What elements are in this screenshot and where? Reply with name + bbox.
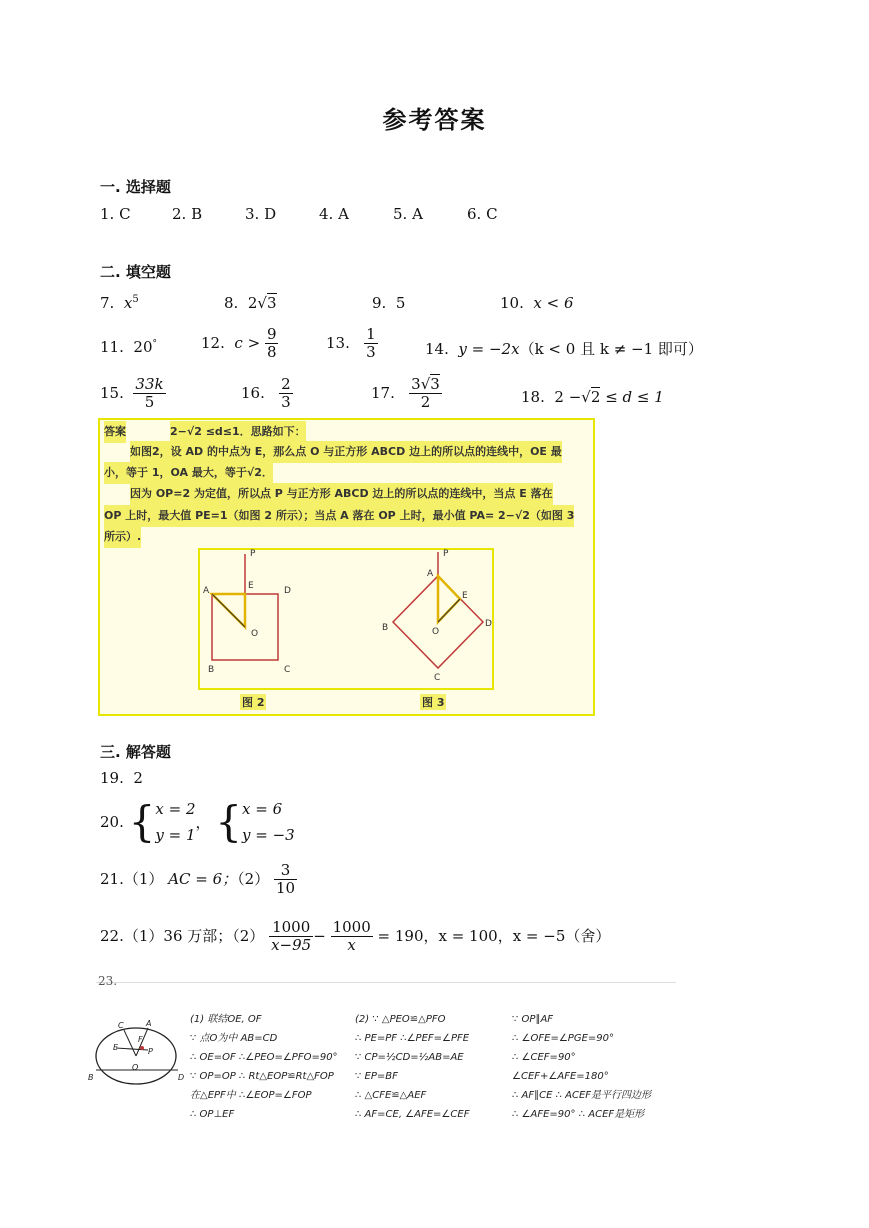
answer-3: 3. D bbox=[245, 205, 277, 223]
section-heading-fill: 二. 填空题 bbox=[100, 263, 171, 281]
fig3-label-D: D bbox=[485, 619, 492, 629]
fig3-label-A: A bbox=[427, 569, 434, 579]
answer-14: 14. y = −2x（k < 0 且 k ≠ −1 即可） bbox=[425, 340, 703, 358]
figure-2-caption: 图 2 bbox=[242, 696, 265, 709]
answer-12: 12. c > $\frac{9}{8}$ bbox=[201, 325, 277, 362]
q23-label-E: E bbox=[113, 1043, 119, 1052]
section-heading-solve: 三. 解答题 bbox=[100, 743, 171, 761]
answer-4: 4. A bbox=[319, 205, 349, 223]
fig2-label-B: B bbox=[208, 665, 215, 675]
explanation-figures bbox=[198, 548, 492, 688]
answer-15: 15. $\frac{33k}{5}$ bbox=[100, 375, 164, 412]
handwriting-column-3: ∵ OP∥AF ∴ ∠OFE=∠PGE=90° ∴ ∠CEF=90° ∠CEF+∠AFE=180° ∴ AF∥CE ∴ ACEF是平行四边形 ∴ ∠AFE=90° ∴ ACEF是矩形 bbox=[512, 1014, 652, 1120]
explanation-line-5: OP 上时，最大值 PE=1（如图 2 所示）；当点 A 落在 OP 上时，最小值 PA= 2−√2（如图 3 bbox=[104, 505, 574, 527]
figure-2 bbox=[203, 549, 291, 675]
fig2-label-D: D bbox=[284, 586, 291, 596]
q23-circle-diagram bbox=[86, 1018, 186, 1086]
answer-7: 7. $x^5$ bbox=[100, 294, 139, 312]
fig3-label-C: C bbox=[434, 673, 441, 683]
answer-22: 22.（1）36 万部；（2） $\frac{1000}{x-95}$ − $\frac{1000}{x}$ = 190，x = 100，x = −5（舍） bbox=[100, 918, 611, 955]
answer-1: 1. C bbox=[100, 205, 131, 223]
section-heading-choice: 一. 选择题 bbox=[100, 178, 171, 196]
q23-label-O: O bbox=[132, 1063, 139, 1072]
answer-5: 5. A bbox=[393, 205, 423, 223]
answer-13: 13. $\frac{1}{3}$ bbox=[326, 325, 376, 362]
explanation-line-4: 因为 OP=2 为定值，所以点 P 与正方形 ABCD 边上的所以点的连线中，当点 E 落在 bbox=[130, 483, 553, 505]
explanation-line-1: 2−√2 ≤d≤1．思路如下： bbox=[170, 421, 306, 443]
fig3-label-P: P bbox=[443, 549, 449, 559]
page-title: 参考答案 bbox=[382, 106, 487, 134]
explanation-line-6: 所示）. bbox=[104, 526, 141, 548]
fig2-label-E: E bbox=[248, 581, 254, 591]
explanation-line-3: 小，等于 1，OA 最大，等于√2． bbox=[104, 462, 273, 484]
fig3-label-E: E bbox=[462, 591, 468, 601]
answer-17: 17. $\frac{3√3}{2}$ bbox=[371, 375, 440, 412]
figure-3 bbox=[382, 549, 492, 683]
answer-16: 16. $\frac{2}{3}$ bbox=[241, 375, 291, 412]
question-23-number: 23. bbox=[98, 974, 118, 988]
q23-label-A: A bbox=[146, 1019, 152, 1028]
figure-3-caption: 图 3 bbox=[422, 696, 445, 709]
fig3-label-O: O bbox=[432, 627, 440, 637]
answer-6: 6. C bbox=[467, 205, 498, 223]
answer-11: 11. 20° bbox=[100, 338, 157, 356]
handwriting-column-2: (2) ∵ △PEO≌△PFO ∴ PE=PF ∴∠PEF=∠PFE ∵ CP=½CD=½AB=AE ∵ EP=BF ∴ △CFE≌△AEF ∴ AF=CE, ∠AFE=∠CEF bbox=[355, 1014, 470, 1120]
fig3-label-B: B bbox=[382, 623, 389, 633]
fig2-label-P: P bbox=[250, 549, 256, 559]
answer-10: 10. x < 6 bbox=[500, 294, 574, 312]
fig2-label-A: A bbox=[203, 586, 210, 596]
q23-label-C: C bbox=[118, 1021, 124, 1030]
answer-9: 9. 5 bbox=[372, 294, 406, 312]
answer-18: 18. 2 −√2 ≤ d ≤ 1 bbox=[521, 388, 664, 406]
divider-line bbox=[96, 982, 676, 983]
q23-label-D: D bbox=[178, 1073, 185, 1082]
fig2-label-C: C bbox=[284, 665, 291, 675]
answer-8: 8. 2√3 bbox=[224, 294, 277, 312]
answer-21: 21.（1） AC = 6；（2） $\frac{3}{10}$ bbox=[100, 861, 296, 898]
explanation-label: 答案 bbox=[104, 421, 126, 443]
answer-19: 19. 2 bbox=[100, 769, 143, 787]
fig2-label-O: O bbox=[251, 629, 259, 639]
explanation-line-2: 如图2，设 AD 的中点为 E，那么点 O 与正方形 ABCD 边上的所以点的连线中，OE 最 bbox=[130, 441, 562, 463]
q23-label-B: B bbox=[88, 1073, 94, 1082]
q23-label-P: P bbox=[148, 1047, 153, 1056]
q23-label-F: F bbox=[138, 1035, 143, 1044]
answer-2: 2. B bbox=[172, 205, 203, 223]
handwriting-column-1: (1) 联结OE, OF ∵ 点O为中 AB=CD ∴ OE=OF ∴∠PEO=∠PFO=90° ∵ OP=OP ∴ Rt△EOP≌Rt△FOP 在△EPF中 ∴∠EOP=∠FOP ∴ OP⊥EF bbox=[190, 1014, 338, 1120]
answer-20: 20. {x = 2 y = 1， {x = 6 y = −3 bbox=[100, 797, 295, 846]
